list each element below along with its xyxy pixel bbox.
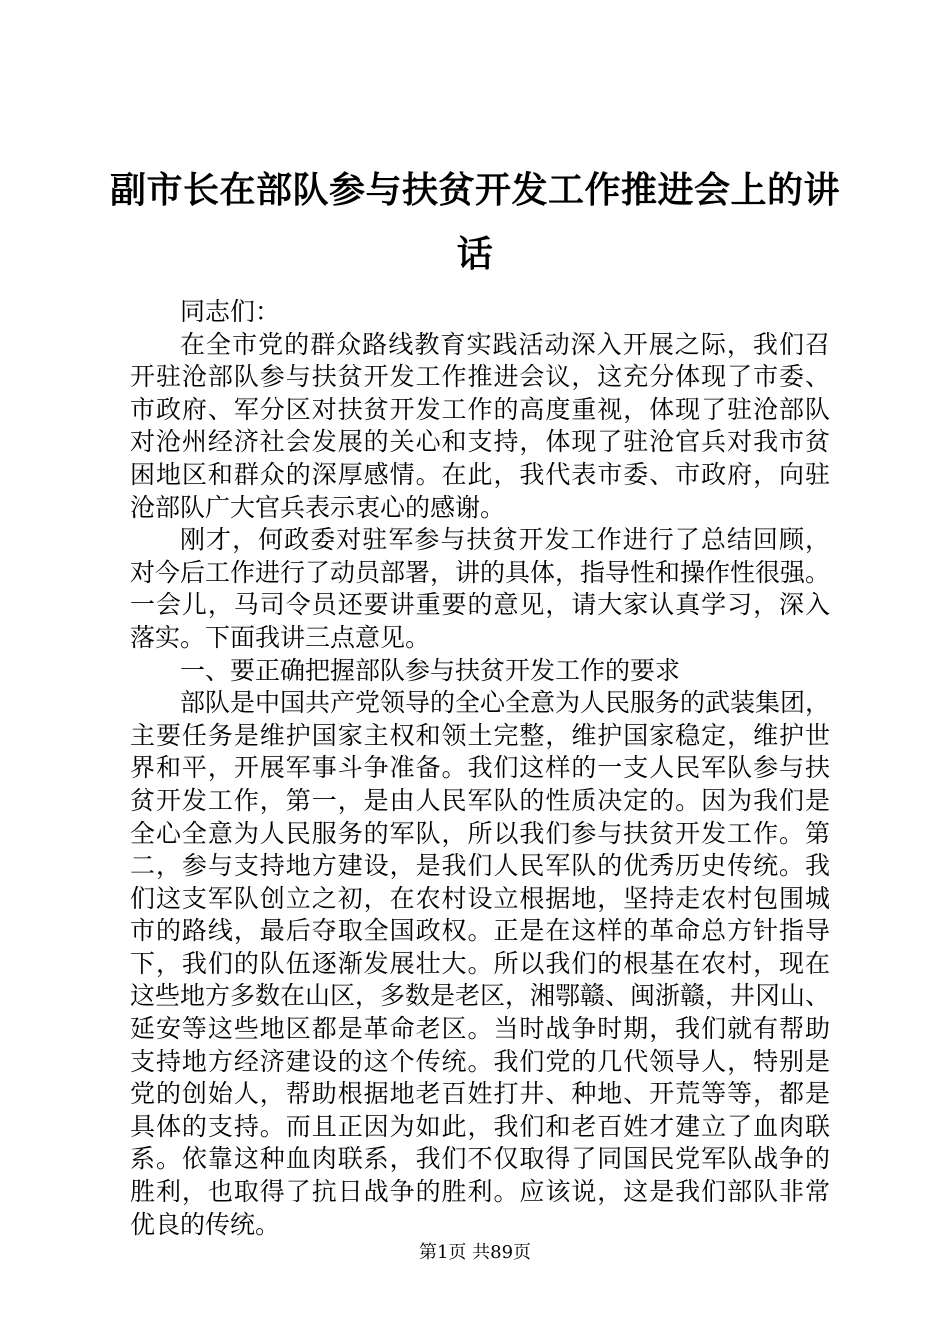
- paragraph-line: 同志们：: [180, 297, 281, 326]
- paragraph-line: 落实。下面我讲三点意见。: [130, 622, 431, 652]
- paragraph-line: 市政府、军分区对扶贫开发工作的高度重视，体现了驻沧部队: [130, 394, 830, 424]
- paragraph: [130, 296, 830, 329]
- page-number: 第1页 共89页: [418, 1242, 532, 1263]
- paragraph-line: 全心全意为人民服务的军队，所以我们参与扶贫开发工作。第: [130, 818, 830, 848]
- paragraph-line: 对沧州经济社会发展的关心和支持，体现了驻沧官兵对我市贫: [130, 427, 830, 457]
- paragraph-line: 主要任务是维护国家主权和领土完整，维护国家稳定，维护世: [130, 720, 830, 750]
- paragraph-line: 部队是中国共产党领导的全心全意为人民服务的武装集团，: [180, 688, 831, 718]
- paragraph-line: 胜利，也取得了抗日战争的胜利。应该说，这是我们部队非常: [130, 1177, 830, 1207]
- paragraph-line: 困地区和群众的深厚感情。在此，我代表市委、市政府，向驻: [130, 459, 830, 489]
- paragraph: [130, 687, 830, 1241]
- document-title: [110, 158, 840, 286]
- paragraph-line: 市的路线，最后夺取全国政权。正是在这样的革命总方针指导: [130, 916, 830, 946]
- paragraph-line: 贫开发工作，第一，是由人民军队的性质决定的。因为我们是: [130, 785, 830, 815]
- paragraph-line: 在全市党的群众路线教育实践活动深入开展之际，我们召: [180, 329, 830, 359]
- paragraph-line: 系。依靠这种血肉联系，我们不仅取得了同国民党军队战争的: [130, 1144, 830, 1174]
- paragraph-line: 沧部队广大官兵表示衷心的感谢。: [130, 492, 506, 522]
- paragraph-line: 二，参与支持地方建设，是我们人民军队的优秀历史传统。我: [130, 851, 830, 881]
- paragraph-line: 对今后工作进行了动员部署，讲的具体，指导性和操作性很强。: [130, 557, 831, 587]
- paragraph-line: 延安等这些地区都是革命老区。当时战争时期，我们就有帮助: [130, 1014, 830, 1044]
- page-footer: [0, 1241, 950, 1265]
- paragraph-line: 党的创始人，帮助根据地老百姓打井、种地、开荒等等，都是: [130, 1079, 830, 1109]
- document-body: [130, 296, 830, 1241]
- paragraph-line: 一会儿，马司令员还要讲重要的意见，请大家认真学习，深入: [130, 590, 830, 620]
- paragraph-line: 刚才，何政委对驻军参与扶贫开发工作进行了总结回顾，: [180, 525, 830, 555]
- paragraph: [130, 329, 830, 525]
- title-line-1: 副市长在部队参与扶贫开发工作推进会上的讲: [110, 169, 841, 211]
- paragraph-line: 一、要正确把握部队参与扶贫开发工作的要求: [180, 655, 681, 685]
- title-line-2: 话: [456, 233, 494, 275]
- paragraph-line: 支持地方经济建设的这个传统。我们党的几代领导人，特别是: [130, 1046, 830, 1076]
- paragraph-line: 优良的传统。: [130, 1209, 281, 1239]
- paragraph-line: 们这支军队创立之初，在农村设立根据地，坚持走农村包围城: [130, 883, 830, 913]
- paragraph-line: 这些地方多数在山区，多数是老区，湘鄂赣、闽浙赣，井冈山、: [130, 981, 831, 1011]
- paragraph-line: 具体的支持。而且正因为如此，我们和老百姓才建立了血肉联: [130, 1111, 830, 1141]
- paragraph-line: 界和平，开展军事斗争准备。我们这样的一支人民军队参与扶: [130, 753, 830, 783]
- paragraph: [130, 524, 830, 654]
- paragraph-line: 开驻沧部队参与扶贫开发工作推进会议，这充分体现了市委、: [130, 362, 830, 392]
- paragraph: [130, 655, 830, 688]
- paragraph-line: 下，我们的队伍逐渐发展壮大。所以我们的根基在农村，现在: [130, 948, 830, 978]
